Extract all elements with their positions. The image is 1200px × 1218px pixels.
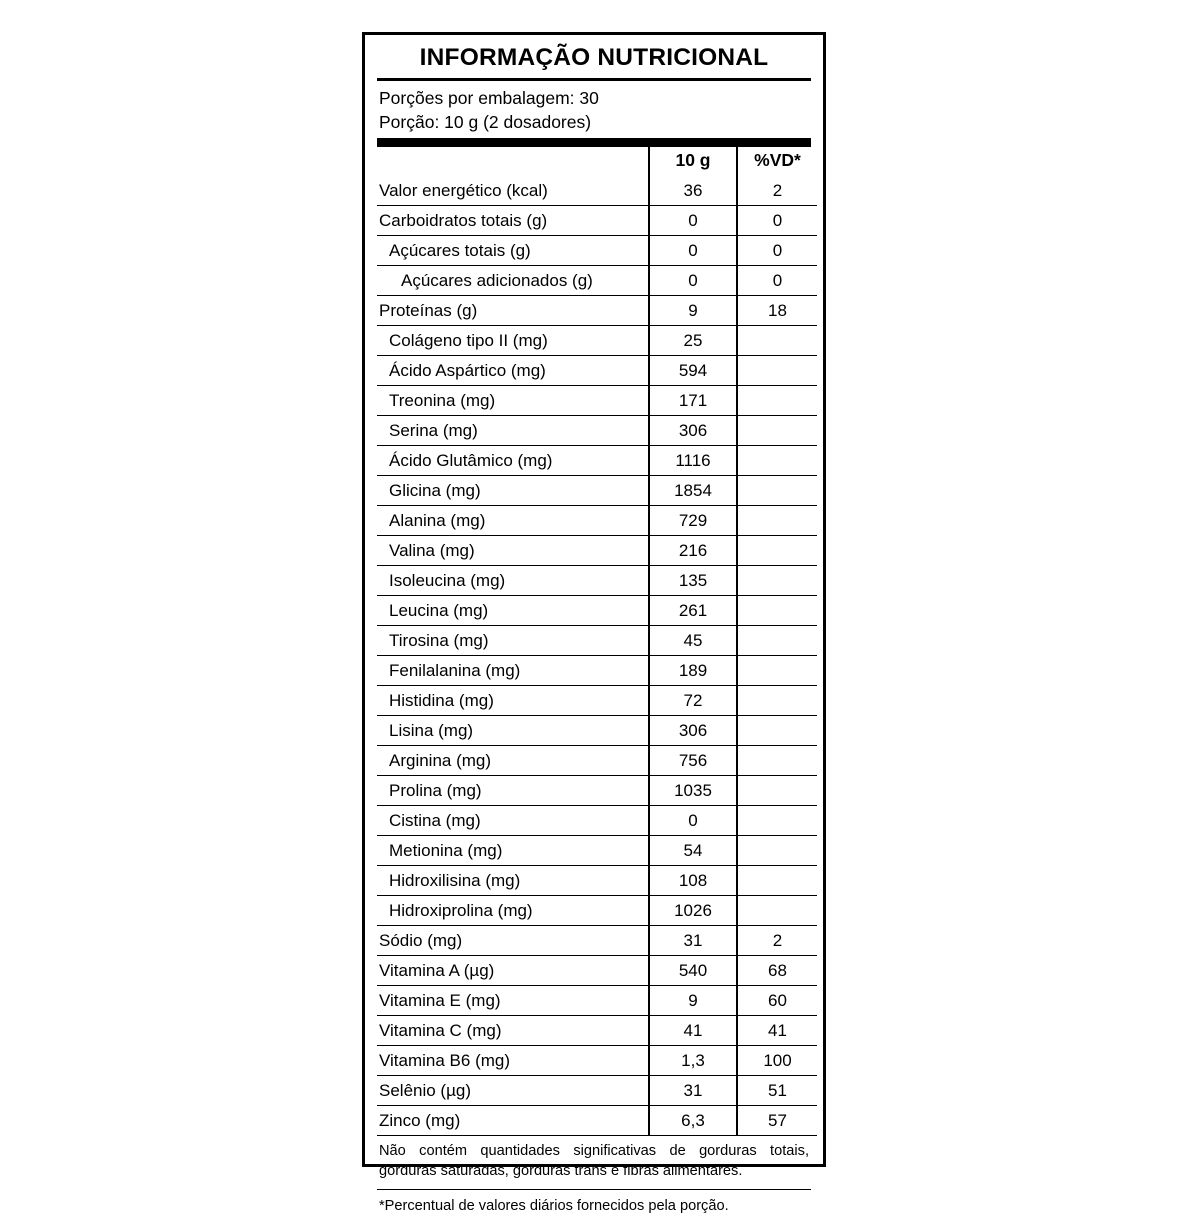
nutrition-table <box>377 147 817 1136</box>
nutrient-daily-value: 2 <box>737 926 817 956</box>
panel-title: INFORMAÇÃO NUTRICIONAL <box>419 44 769 71</box>
footnote-daily-values: *Percentual de valores diários fornecidos pela porção. <box>379 1198 729 1215</box>
nutrient-daily-value <box>737 626 817 656</box>
nutrient-name: Treonina (mg) <box>377 386 649 416</box>
nutrient-name: Vitamina A (µg) <box>377 956 649 986</box>
nutrient-name: Hidroxiprolina (mg) <box>377 896 649 926</box>
nutrient-name: Ácido Aspártico (mg) <box>377 356 649 386</box>
table-row <box>377 296 817 326</box>
table-row <box>377 896 817 926</box>
nutrient-amount: 1,3 <box>649 1046 737 1076</box>
nutrient-amount: 108 <box>649 866 737 896</box>
table-row <box>377 986 817 1016</box>
nutrient-daily-value <box>737 476 817 506</box>
table-row <box>377 1106 817 1136</box>
nutrient-amount: 261 <box>649 596 737 626</box>
nutrient-name: Selênio (µg) <box>377 1076 649 1106</box>
nutrient-daily-value <box>737 566 817 596</box>
table-row <box>377 596 817 626</box>
nutrient-daily-value <box>737 596 817 626</box>
nutrient-name: Vitamina C (mg) <box>377 1016 649 1046</box>
nutrition-facts-panel <box>362 32 826 1215</box>
nutrient-amount: 9 <box>649 296 737 326</box>
table-row <box>377 806 817 836</box>
table-row <box>377 926 817 956</box>
nutrient-daily-value: 41 <box>737 1016 817 1046</box>
nutrient-name: Vitamina B6 (mg) <box>377 1046 649 1076</box>
nutrient-daily-value <box>737 656 817 686</box>
nutrient-daily-value <box>737 326 817 356</box>
nutrient-amount: 9 <box>649 986 737 1016</box>
nutrient-daily-value <box>737 866 817 896</box>
nutrient-amount: 135 <box>649 566 737 596</box>
nutrient-amount: 72 <box>649 686 737 716</box>
nutrient-amount: 6,3 <box>649 1106 737 1136</box>
nutrient-amount: 45 <box>649 626 737 656</box>
nutrient-name: Açúcares totais (g) <box>377 236 649 266</box>
table-row <box>377 1016 817 1046</box>
table-row <box>377 866 817 896</box>
nutrient-name: Glicina (mg) <box>377 476 649 506</box>
nutrient-amount: 1026 <box>649 896 737 926</box>
nutrient-name: Cistina (mg) <box>377 806 649 836</box>
table-body <box>377 176 817 1136</box>
nutrient-daily-value <box>737 836 817 866</box>
nutrient-amount: 306 <box>649 416 737 446</box>
nutrient-name: Serina (mg) <box>377 416 649 446</box>
nutrient-daily-value: 57 <box>737 1106 817 1136</box>
nutrient-daily-value <box>737 416 817 446</box>
nutrient-daily-value: 51 <box>737 1076 817 1106</box>
nutrient-name: Leucina (mg) <box>377 596 649 626</box>
table-row <box>377 776 817 806</box>
nutrient-daily-value <box>737 806 817 836</box>
nutrient-amount: 31 <box>649 926 737 956</box>
nutrient-name: Histidina (mg) <box>377 686 649 716</box>
nutrient-daily-value: 2 <box>737 176 817 206</box>
footnote-no-significant-amounts: Não contém quantidades significativas de gorduras totais, gorduras saturadas, gorduras trans e fibras alimentares. <box>379 1143 809 1179</box>
nutrient-name: Ácido Glutâmico (mg) <box>377 446 649 476</box>
nutrient-amount: 1035 <box>649 776 737 806</box>
servings-per-package: Porções por embalagem: 30 <box>379 87 599 108</box>
nutrient-daily-value <box>737 746 817 776</box>
table-row <box>377 446 817 476</box>
nutrient-name: Metionina (mg) <box>377 836 649 866</box>
nutrient-amount: 306 <box>649 716 737 746</box>
nutrient-amount: 756 <box>649 746 737 776</box>
nutrient-daily-value: 60 <box>737 986 817 1016</box>
nutrient-daily-value <box>737 386 817 416</box>
table-row <box>377 956 817 986</box>
nutrient-amount: 0 <box>649 206 737 236</box>
nutrient-amount: 1116 <box>649 446 737 476</box>
table-row <box>377 686 817 716</box>
column-header-dv: %VD* <box>737 147 817 176</box>
table-row <box>377 176 817 206</box>
table-row <box>377 386 817 416</box>
table-row <box>377 746 817 776</box>
nutrient-name: Lisina (mg) <box>377 716 649 746</box>
table-row <box>377 326 817 356</box>
nutrient-name: Valina (mg) <box>377 536 649 566</box>
nutrient-name: Colágeno tipo II (mg) <box>377 326 649 356</box>
servings-info <box>365 81 823 138</box>
nutrient-daily-value: 0 <box>737 236 817 266</box>
table-row <box>377 266 817 296</box>
table-row <box>377 416 817 446</box>
nutrient-amount: 540 <box>649 956 737 986</box>
nutrient-name: Tirosina (mg) <box>377 626 649 656</box>
table-row <box>377 236 817 266</box>
divider-thick <box>377 138 811 147</box>
nutrient-name: Alanina (mg) <box>377 506 649 536</box>
nutrient-name: Prolina (mg) <box>377 776 649 806</box>
nutrient-daily-value <box>737 446 817 476</box>
nutrient-name: Sódio (mg) <box>377 926 649 956</box>
serving-size: Porção: 10 g (2 dosadores) <box>379 112 592 133</box>
nutrient-name: Fenilalanina (mg) <box>377 656 649 686</box>
nutrient-name: Vitamina E (mg) <box>377 986 649 1016</box>
nutrient-daily-value: 68 <box>737 956 817 986</box>
column-header-amount: 10 g <box>649 147 737 176</box>
column-header-name <box>377 147 649 176</box>
nutrient-daily-value: 0 <box>737 266 817 296</box>
nutrient-name: Açúcares adicionados (g) <box>377 266 649 296</box>
nutrient-amount: 25 <box>649 326 737 356</box>
table-row <box>377 206 817 236</box>
nutrient-amount: 189 <box>649 656 737 686</box>
nutrient-daily-value: 0 <box>737 206 817 236</box>
nutrient-amount: 0 <box>649 236 737 266</box>
nutrient-name: Arginina (mg) <box>377 746 649 776</box>
nutrient-name: Proteínas (g) <box>377 296 649 326</box>
table-row <box>377 1046 817 1076</box>
footnotes <box>365 1136 823 1218</box>
nutrient-amount: 1854 <box>649 476 737 506</box>
nutrient-amount: 594 <box>649 356 737 386</box>
nutrient-daily-value <box>737 536 817 566</box>
nutrient-name: Hidroxilisina (mg) <box>377 866 649 896</box>
nutrient-amount: 41 <box>649 1016 737 1046</box>
nutrient-amount: 216 <box>649 536 737 566</box>
nutrient-name: Isoleucina (mg) <box>377 566 649 596</box>
nutrient-daily-value <box>737 896 817 926</box>
nutrient-daily-value <box>737 716 817 746</box>
nutrient-daily-value <box>737 506 817 536</box>
nutrient-name: Zinco (mg) <box>377 1106 649 1136</box>
nutrient-amount: 171 <box>649 386 737 416</box>
nutrient-amount: 31 <box>649 1076 737 1106</box>
table-row <box>377 506 817 536</box>
table-row <box>377 356 817 386</box>
nutrient-amount: 0 <box>649 266 737 296</box>
nutrient-amount: 36 <box>649 176 737 206</box>
nutrient-daily-value: 100 <box>737 1046 817 1076</box>
nutrient-daily-value <box>737 776 817 806</box>
nutrient-amount: 54 <box>649 836 737 866</box>
table-row <box>377 566 817 596</box>
table-row <box>377 656 817 686</box>
nutrient-amount: 729 <box>649 506 737 536</box>
table-header <box>377 147 817 176</box>
table-row <box>377 836 817 866</box>
table-row <box>377 476 817 506</box>
table-row <box>377 626 817 656</box>
nutrient-daily-value <box>737 686 817 716</box>
nutrient-daily-value: 18 <box>737 296 817 326</box>
nutrient-name: Carboidratos totais (g) <box>377 206 649 236</box>
table-row <box>377 716 817 746</box>
table-row <box>377 1076 817 1106</box>
nutrient-daily-value <box>737 356 817 386</box>
nutrient-name: Valor energético (kcal) <box>377 176 649 206</box>
table-row <box>377 536 817 566</box>
nutrient-amount: 0 <box>649 806 737 836</box>
